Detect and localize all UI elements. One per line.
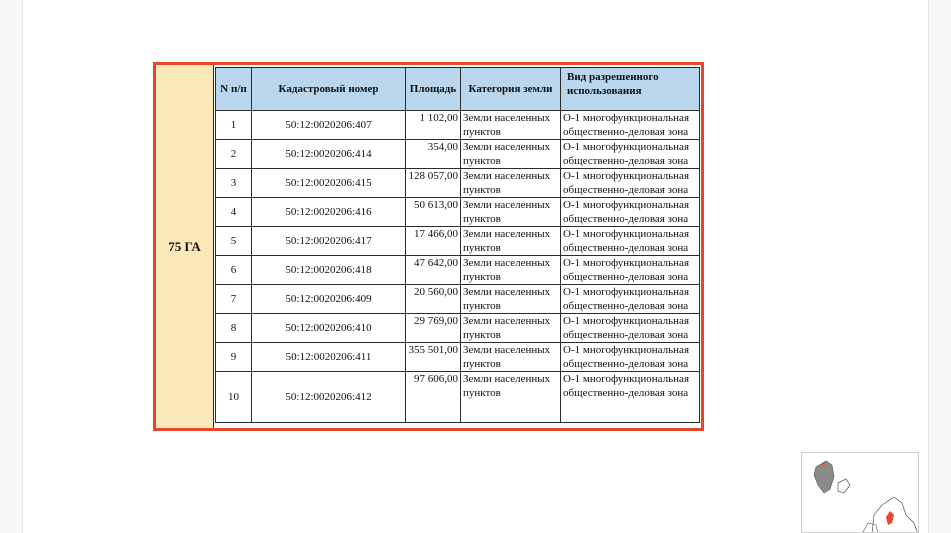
table-row — [216, 285, 700, 314]
cell-category: Земли населенных пунктов — [461, 169, 561, 198]
area-side-panel — [156, 65, 214, 428]
table-row — [216, 198, 700, 227]
cell-area: 47 642,00 — [406, 256, 461, 285]
table-body — [216, 111, 700, 423]
table-row — [216, 169, 700, 198]
cell-cadastral: 50:12:0020206:415 — [252, 169, 406, 198]
header-area: Площадь — [406, 68, 461, 111]
header-usage: Вид разрешенного использования — [561, 68, 700, 111]
cell-area: 50 613,00 — [406, 198, 461, 227]
table-row — [216, 227, 700, 256]
cell-category: Земли населенных пунктов — [461, 111, 561, 140]
cell-usage: О-1 многофункциональная общественно-деловая зона — [561, 140, 700, 169]
table-row — [216, 140, 700, 169]
cell-usage: О-1 многофункциональная общественно-деловая зона — [561, 256, 700, 285]
table-row — [216, 314, 700, 343]
table-header-row — [216, 68, 700, 111]
cell-num: 4 — [216, 198, 252, 227]
table-row — [216, 343, 700, 372]
cell-category: Земли населенных пунктов — [461, 372, 561, 423]
header-cadastral: Кадастровый номер — [252, 68, 406, 111]
cell-cadastral: 50:12:0020206:418 — [252, 256, 406, 285]
cell-usage: О-1 многофункциональная общественно-деловая зона — [561, 169, 700, 198]
cell-area: 20 560,00 — [406, 285, 461, 314]
cell-num: 3 — [216, 169, 252, 198]
cell-usage: О-1 многофункциональная общественно-деловая зона — [561, 227, 700, 256]
cell-num: 9 — [216, 343, 252, 372]
table-row — [216, 111, 700, 140]
cell-usage: О-1 многофункциональная общественно-деловая зона — [561, 198, 700, 227]
cell-area: 1 102,00 — [406, 111, 461, 140]
cell-usage: О-1 многофункциональная общественно-деловая зона — [561, 285, 700, 314]
cell-category: Земли населенных пунктов — [461, 140, 561, 169]
cell-num: 8 — [216, 314, 252, 343]
cell-num: 6 — [216, 256, 252, 285]
cell-cadastral: 50:12:0020206:417 — [252, 227, 406, 256]
cell-num: 2 — [216, 140, 252, 169]
cell-area: 17 466,00 — [406, 227, 461, 256]
table-row — [216, 372, 700, 423]
map-thumbnail-icon — [802, 453, 919, 533]
cell-num: 1 — [216, 111, 252, 140]
cell-usage: О-1 многофункциональная общественно-деловая зона — [561, 111, 700, 140]
table-row — [216, 256, 700, 285]
cell-area: 29 769,00 — [406, 314, 461, 343]
highlighted-table-frame — [153, 62, 704, 431]
cell-cadastral: 50:12:0020206:409 — [252, 285, 406, 314]
cell-cadastral: 50:12:0020206:412 — [252, 372, 406, 423]
cell-usage: О-1 многофункциональная общественно-деловая зона — [561, 372, 700, 423]
cell-category: Земли населенных пунктов — [461, 285, 561, 314]
area-label: 75 ГА — [168, 238, 201, 254]
cell-category: Земли населенных пунктов — [461, 227, 561, 256]
cell-usage: О-1 многофункциональная общественно-деловая зона — [561, 314, 700, 343]
cell-category: Земли населенных пунктов — [461, 314, 561, 343]
cell-category: Земли населенных пунктов — [461, 198, 561, 227]
cell-cadastral: 50:12:0020206:416 — [252, 198, 406, 227]
cell-area: 354,00 — [406, 140, 461, 169]
cell-cadastral: 50:12:0020206:414 — [252, 140, 406, 169]
cell-area: 355 501,00 — [406, 343, 461, 372]
cell-num: 5 — [216, 227, 252, 256]
cell-num: 10 — [216, 372, 252, 423]
cell-area: 128 057,00 — [406, 169, 461, 198]
header-category: Категория земли — [461, 68, 561, 111]
cell-category: Земли населенных пунктов — [461, 256, 561, 285]
cell-cadastral: 50:12:0020206:407 — [252, 111, 406, 140]
parcels-table — [215, 67, 700, 423]
cell-area: 97 606,00 — [406, 372, 461, 423]
cell-num: 7 — [216, 285, 252, 314]
cell-cadastral: 50:12:0020206:411 — [252, 343, 406, 372]
cell-cadastral: 50:12:0020206:410 — [252, 314, 406, 343]
cell-category: Земли населенных пунктов — [461, 343, 561, 372]
map-thumbnail — [801, 452, 919, 533]
cell-usage: О-1 многофункциональная общественно-деловая зона — [561, 343, 700, 372]
header-num: N п/п — [216, 68, 252, 111]
document-page — [22, 0, 929, 533]
